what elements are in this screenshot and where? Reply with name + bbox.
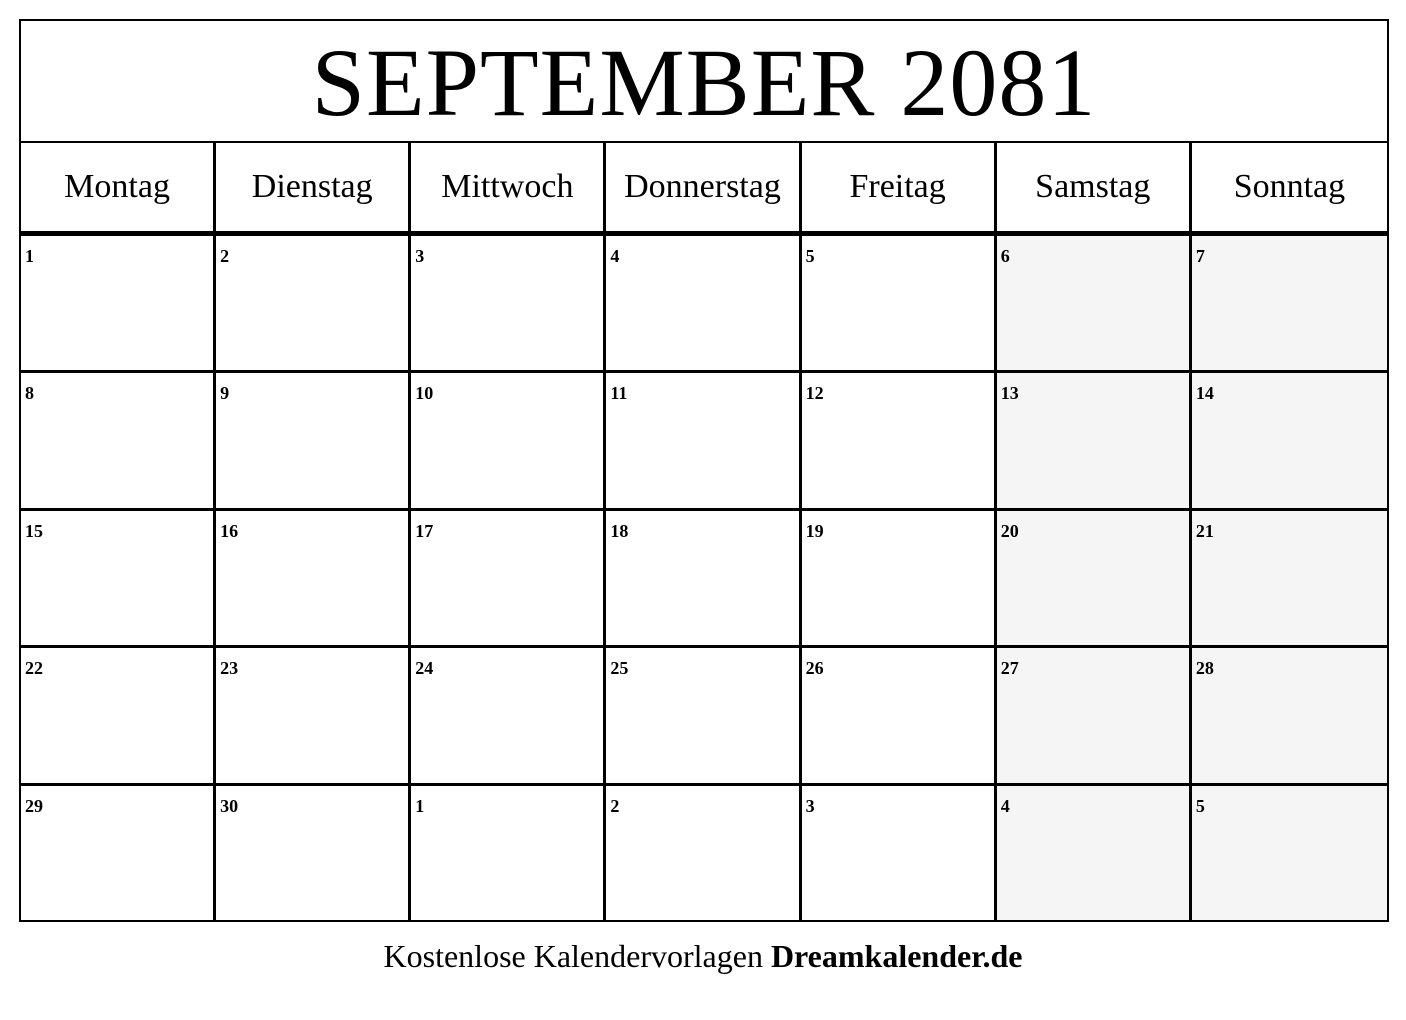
weekend-day-cell xyxy=(997,645,1192,782)
weekday-tuesday: Dienstag xyxy=(216,143,411,231)
day-number: 20 xyxy=(1000,520,1019,541)
weekday-wednesday: Mittwoch xyxy=(411,143,606,231)
weekend-day-cell xyxy=(1192,233,1387,370)
day-cell xyxy=(21,508,216,645)
weekend-day-cell xyxy=(997,508,1192,645)
day-number: 2 xyxy=(610,795,620,816)
weekend-day-cell xyxy=(1192,508,1387,645)
day-number: 5 xyxy=(1195,795,1205,816)
day-cell xyxy=(411,645,606,782)
day-cell xyxy=(216,233,411,370)
weekday-thursday: Donnerstag xyxy=(606,143,801,231)
day-number: 24 xyxy=(415,658,434,679)
weekend-day-cell xyxy=(1192,645,1387,782)
day-number: 25 xyxy=(610,658,629,679)
day-cell xyxy=(21,233,216,370)
footer-text: Kostenlose Kalendervorlagen xyxy=(383,938,763,974)
day-number: 17 xyxy=(415,520,434,541)
day-cell xyxy=(411,783,606,920)
day-cell xyxy=(216,370,411,507)
day-cell xyxy=(802,233,997,370)
day-number: 4 xyxy=(1000,795,1010,816)
day-number: 10 xyxy=(415,383,434,404)
day-cell xyxy=(216,508,411,645)
day-number: 27 xyxy=(1000,658,1019,679)
day-cell xyxy=(802,508,997,645)
calendar xyxy=(19,19,1389,922)
title-row xyxy=(21,21,1387,143)
day-cell xyxy=(216,783,411,920)
day-number: 29 xyxy=(25,795,43,816)
weekday-monday: Montag xyxy=(21,143,216,231)
day-number: 6 xyxy=(1000,246,1010,266)
day-number: 5 xyxy=(805,246,815,266)
weekend-day-cell xyxy=(997,783,1192,920)
day-cell xyxy=(802,645,997,782)
day-cell xyxy=(411,233,606,370)
day-number: 26 xyxy=(805,658,824,679)
footer-brand-link[interactable]: Dreamkalender.de xyxy=(770,938,1023,974)
day-cell xyxy=(802,783,997,920)
day-number: 3 xyxy=(805,795,815,816)
day-number: 22 xyxy=(25,658,43,679)
day-cell xyxy=(216,645,411,782)
footer xyxy=(0,938,1406,975)
weekday-sunday: Sonntag xyxy=(1233,168,1346,205)
day-number: 15 xyxy=(25,520,43,541)
day-grid xyxy=(21,233,1387,920)
day-number: 12 xyxy=(805,383,824,404)
day-number: 2 xyxy=(220,246,230,266)
day-cell xyxy=(21,645,216,782)
weekday-friday: Freitag xyxy=(802,143,997,231)
day-number: 11 xyxy=(610,383,628,404)
day-number: 23 xyxy=(220,658,239,679)
weekday-saturday: Samstag xyxy=(997,143,1192,231)
weekday-header xyxy=(21,143,1387,233)
day-number: 1 xyxy=(415,795,425,816)
day-cell xyxy=(606,645,801,782)
day-number: 30 xyxy=(220,795,239,816)
weekend-day-cell xyxy=(997,233,1192,370)
day-cell xyxy=(606,233,801,370)
day-number: 18 xyxy=(610,520,629,541)
day-number: 9 xyxy=(220,383,230,404)
day-number: 19 xyxy=(805,520,824,541)
weekend-day-cell xyxy=(1192,783,1387,920)
day-number: 8 xyxy=(25,383,34,404)
day-number: 14 xyxy=(1195,383,1214,404)
day-cell xyxy=(802,370,997,507)
day-cell xyxy=(606,508,801,645)
day-number: 3 xyxy=(415,246,425,266)
weekend-day-cell xyxy=(997,370,1192,507)
day-number: 4 xyxy=(610,246,620,266)
day-number: 16 xyxy=(220,520,239,541)
day-number: 21 xyxy=(1195,520,1214,541)
weekend-day-cell xyxy=(1192,370,1387,507)
day-cell xyxy=(411,508,606,645)
day-cell xyxy=(411,370,606,507)
day-cell xyxy=(21,370,216,507)
day-cell xyxy=(606,370,801,507)
day-number: 13 xyxy=(1000,383,1019,404)
day-number: 28 xyxy=(1195,658,1214,679)
day-number: 7 xyxy=(1195,246,1205,266)
day-cell xyxy=(21,783,216,920)
day-cell xyxy=(606,783,801,920)
day-number: 1 xyxy=(25,246,34,266)
calendar-title: SEPTEMBER 2081 xyxy=(311,29,1097,136)
